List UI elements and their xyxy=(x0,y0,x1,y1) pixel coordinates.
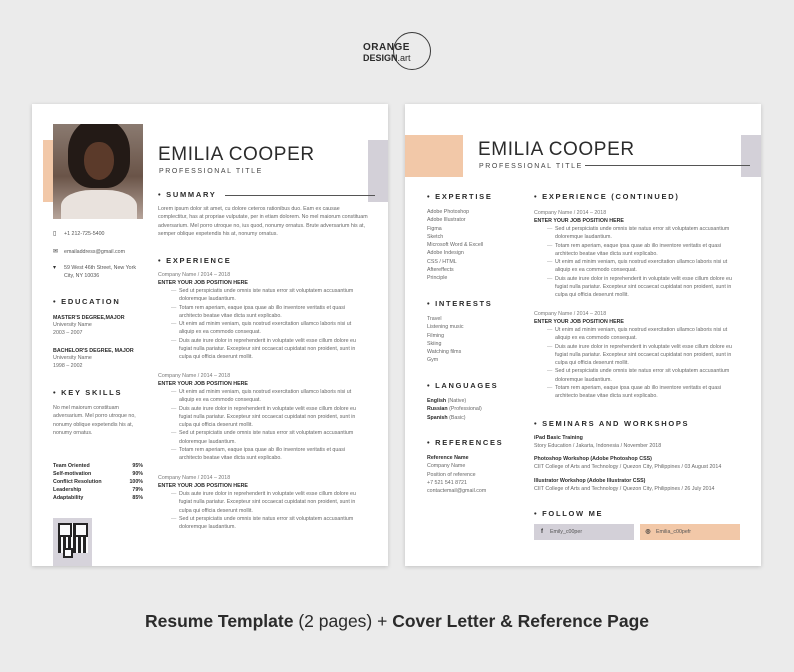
languages-list xyxy=(427,397,482,422)
expertise-item: Sketch xyxy=(427,233,444,240)
interest-item: Watching films xyxy=(427,349,462,356)
professional-title: PROFESSIONAL TITLE xyxy=(479,163,583,170)
expertise-item: Adobe Illustrator xyxy=(427,217,466,224)
interest-item: Filming xyxy=(427,332,445,339)
job-bullet: — Ut enim ad minim veniam, quis nostrud exercitation ullamco laboris nisi ut aliquip ex ea commodo consequat. xyxy=(158,388,356,405)
experience-continued-heading: • EXPERIENCE (CONTINUED) xyxy=(534,192,680,201)
caption-part-3: Cover Letter & Reference Page xyxy=(392,611,649,631)
seminar-title: Photoshop Workshop (Adobe Photoshop CSS) xyxy=(534,456,652,462)
skill-percent: 85% xyxy=(132,495,143,501)
job-entry xyxy=(158,474,356,531)
language-item xyxy=(427,405,482,413)
job-bullets xyxy=(534,326,732,401)
job-title: ENTER YOUR JOB POSITION HERE xyxy=(534,218,624,224)
job-bullet: — Sed ut perspiciatis unde omnis iste natus error sit voluptatem accusantium doloremque laudantium. xyxy=(158,515,356,532)
job-bullet: — Duis aute irure dolor in reprehenderit in voluptate velit esse cillum dolore eu fugiat nulla pariatur. Excepteur sint occaecat cupidatat non proident, sunt in culpa qui officia deserunt mollit. xyxy=(534,275,732,300)
job-entry xyxy=(158,372,356,463)
interests-heading: • INTERESTS xyxy=(427,299,493,308)
facebook-handle: Emily_c00per xyxy=(550,529,583,535)
references-heading: • REFERENCES xyxy=(427,438,503,447)
job-bullet: — Ut enim ad minim veniam, quis nostrud exercitation ullamco laboris nisi ut aliquip ex ea commodo consequat. xyxy=(158,320,356,337)
resume-name: EMILIA COOPER xyxy=(478,139,635,160)
job-bullets xyxy=(158,287,356,362)
contact-address-text: 59 West 46th Street, New York City, NY 10036 xyxy=(64,265,137,279)
language-name: English xyxy=(427,398,447,404)
skill-name: Adaptability xyxy=(53,495,84,501)
education-degree: MASTER'S DEGREE,MAJOR xyxy=(53,315,125,321)
job-bullets xyxy=(158,388,356,463)
job-bullet: — Totam rem aperiam, eaque ipsa quae ab illo inventore veritatis et quasi architecto beatae vitae dicta sunt explicabo. xyxy=(158,304,356,321)
seminar-title: Illustrator Workshop (Adobe Illustrator CSS) xyxy=(534,478,646,484)
instagram-link[interactable] xyxy=(640,524,740,540)
job-bullets xyxy=(534,225,732,300)
phone-icon: ▯ xyxy=(53,231,57,237)
job-bullet: — Totam rem aperiam, eaque ipsa quae ab illo inventore veritatis et quasi architecto beatae vitae dicta sunt explicabo. xyxy=(534,384,732,401)
accent-block-lilac xyxy=(368,140,388,202)
reference-name: Reference Name xyxy=(427,455,469,461)
education-entry xyxy=(53,314,153,337)
instagram-icon: ◎ xyxy=(645,529,651,535)
job-meta: Company Name / 2014 – 2018 xyxy=(534,210,607,216)
professional-title: PROFESSIONAL TITLE xyxy=(159,168,263,175)
skill-percent: 90% xyxy=(132,471,143,477)
language-name: Russian xyxy=(427,406,448,413)
job-bullet: — Duis aute irure dolor in reprehenderit in voluptate velit esse cillum dolore eu fugiat nulla pariatur. Excepteur sint occaecat cupidatat non proident, sunt in culpa qui officia deserunt mollit. xyxy=(158,405,356,430)
brand-line-2-suffix: .art xyxy=(397,53,411,63)
job-bullet: — Duis aute irure dolor in reprehenderit in voluptate velit esse cillum dolore eu fugiat nulla pariatur. Excepteur sint occaecat cupidatat non proident, sunt in culpa qui officia deserunt mollit. xyxy=(534,343,732,368)
qr-code-panel xyxy=(53,518,92,566)
header-divider xyxy=(585,165,750,166)
language-level: (Basic) xyxy=(449,414,466,421)
seminar-title: iPad Basic Training xyxy=(534,435,583,441)
expertise-item: CSS / HTML xyxy=(427,258,457,265)
seminar-detail: CIIT College of Arts and Technology / Quezon City, Philippines / 03 August 2014 xyxy=(534,463,722,470)
seminar-detail: CIIT College of Arts and Technology / Quezon City, Philippines / 26 July 2014 xyxy=(534,485,715,492)
reference-phone: +7 521 541 8721 xyxy=(427,479,467,486)
mail-icon: ✉ xyxy=(53,249,59,255)
skill-row xyxy=(53,494,143,502)
education-degree: BACHELOR'S DEGREE, MAJOR xyxy=(53,348,134,354)
seminars-heading: • SEMINARS AND WORKSHOPS xyxy=(534,419,689,428)
skill-name: Leadership xyxy=(53,487,82,493)
job-title: ENTER YOUR JOB POSITION HERE xyxy=(534,319,624,325)
expertise-item: Microsoft Word & Excell xyxy=(427,242,484,249)
expertise-item: Adobe Photoshop xyxy=(427,209,470,215)
resume-name: EMILIA COOPER xyxy=(158,144,315,165)
interest-item: Listening music xyxy=(427,324,464,331)
expertise-item: Principle xyxy=(427,275,448,282)
skill-name: Self-motivation xyxy=(53,471,92,477)
key-skills-text: No mel maiorum constituam adversarium. Mel porro utroque no, nonumy oblique expetendis his at, nonumy ornatus. xyxy=(53,405,136,436)
contact-email-text: emailaddress@gmail.com xyxy=(64,249,126,255)
education-years: 1998 – 2002 xyxy=(53,362,83,369)
contact-email xyxy=(55,249,145,257)
interest-item: Skiing xyxy=(427,340,442,347)
job-bullet: — Totam rem aperiam, eaque ipsa quae ab illo inventore veritatis et quasi architecto beatae vitae dicta sunt explicabo. xyxy=(534,242,732,259)
skill-percent: 95% xyxy=(132,463,143,469)
references-list xyxy=(427,454,486,495)
language-name: Spanish xyxy=(427,414,448,421)
job-meta: Company Name / 2014 – 2018 xyxy=(158,373,231,379)
seminar-entry xyxy=(534,456,721,472)
job-meta: Company Name / 2014 – 2018 xyxy=(534,311,607,317)
job-meta: Company Name / 2014 – 2018 xyxy=(158,475,231,481)
key-skills-heading: • KEY SKILLS xyxy=(53,388,122,397)
brand-line-1: ORANGE xyxy=(363,42,410,53)
skill-name: Conflict Resolution xyxy=(53,479,102,485)
education-entry xyxy=(53,347,153,370)
education-school: University Name xyxy=(53,355,92,361)
job-bullet: — Sed ut perspiciatis unde omnis iste natus error sit voluptatem accusantium doloremque laudantium. xyxy=(534,225,732,242)
job-bullet: — Totam rem aperiam, eaque ipsa quae ab illo inventore veritatis et quasi architecto beatae vitae dicta sunt explicabo. xyxy=(158,446,356,463)
instagram-handle: Emilia_c00pefr xyxy=(656,529,692,535)
skill-percent: 100% xyxy=(129,479,143,485)
brand-line-2 xyxy=(363,53,411,63)
job-entry xyxy=(158,271,356,362)
resume-page-2 xyxy=(405,104,761,566)
brand-logo xyxy=(363,30,431,72)
location-icon: ▾ xyxy=(53,265,57,271)
education-school: University Name xyxy=(53,322,92,328)
job-bullet: — Ut enim ad minim veniam, quis nostrud exercitation ullamco laboris nisi ut aliquip ex ea commodo consequat. xyxy=(534,326,732,343)
languages-heading: • LANGUAGES xyxy=(427,381,498,390)
job-title: ENTER YOUR JOB POSITION HERE xyxy=(158,280,248,286)
caption-part-2: (2 pages) + xyxy=(293,611,393,631)
accent-block-peach xyxy=(405,135,463,177)
language-level: (Native) xyxy=(447,398,467,404)
reference-position: Position of reference xyxy=(427,471,476,478)
seminar-entry xyxy=(534,435,661,451)
experience-heading: • EXPERIENCE xyxy=(158,256,231,265)
contact-phone xyxy=(55,231,145,239)
follow-me-heading: • FOLLOW ME xyxy=(534,509,603,518)
language-item xyxy=(427,397,482,405)
job-bullet: — Sed ut perspiciatis unde omnis iste natus error sit voluptatem accusantium doloremque laudantium. xyxy=(158,429,356,446)
summary-text: Lorem ipsum dolor sit amet, cu dolore ceteros rationibus duo. Eam ex causae complectitur, has at propriae vulputate, per in etiam dolorem. No mel maiorum constituam adversarium. Mel porro utroque no, ius quod, nonumy ornatus. Brute adversarium his at, semper oblique expetendis his at, nonumy ornatus. xyxy=(158,206,368,237)
brand-line-2-main: DESIGN xyxy=(363,53,398,63)
interest-item: Gym xyxy=(427,357,439,364)
reference-email: contactemail@gmail.com xyxy=(427,488,487,495)
education-heading: • EDUCATION xyxy=(53,297,120,306)
expertise-item: Figma xyxy=(427,225,442,232)
caption-part-1: Resume Template xyxy=(144,611,294,631)
summary-heading: • SUMMARY xyxy=(158,190,217,199)
skill-name: Team Oriented xyxy=(53,463,90,469)
profile-photo xyxy=(53,124,143,219)
job-title: ENTER YOUR JOB POSITION HERE xyxy=(158,381,248,387)
job-bullet: — Duis aute irure dolor in reprehenderit in voluptate velit esse cillum dolore eu fugiat nulla pariatur. Excepteur sint occaecat cupidatat non proident, sunt in culpa qui officia deserunt mollit. xyxy=(158,337,356,362)
expertise-item: Aftereffects xyxy=(427,267,454,274)
interest-item: Travel xyxy=(427,316,442,322)
job-title: ENTER YOUR JOB POSITION HERE xyxy=(158,483,248,489)
facebook-link[interactable] xyxy=(534,524,634,540)
job-meta: Company Name / 2014 – 2018 xyxy=(158,272,231,278)
expertise-heading: • EXPERTISE xyxy=(427,192,493,201)
education-years: 2003 – 2007 xyxy=(53,329,83,336)
interests-list xyxy=(427,315,464,365)
language-level: (Professional) xyxy=(449,406,482,413)
job-bullet: — Sed ut perspiciatis unde omnis iste natus error sit voluptatem accusantium doloremque laudantium. xyxy=(534,367,732,384)
job-bullets xyxy=(158,490,356,531)
qr-code-icon xyxy=(58,523,88,553)
contact-phone-text: +1 212-725-5400 xyxy=(64,231,105,237)
expertise-item: Adobe Indesign xyxy=(427,250,464,257)
job-bullet: — Duis aute irure dolor in reprehenderit in voluptate velit esse cillum dolore eu fugiat nulla pariatur. Excepteur sint occaecat cupidatat non proident, sunt in culpa qui officia deserunt mollit. xyxy=(158,490,356,515)
seminar-detail: Story Education / Jakarta, Indonesia / November 2018 xyxy=(534,442,662,449)
summary-divider xyxy=(225,195,375,196)
job-entry xyxy=(534,209,732,300)
resume-page-1 xyxy=(32,104,388,566)
contact-address xyxy=(55,265,141,280)
job-bullet: — Sed ut perspiciatis unde omnis iste natus error sit voluptatem accusantium doloremque laudantium. xyxy=(158,287,356,304)
job-entry xyxy=(534,310,732,401)
accent-block-lilac xyxy=(741,135,761,177)
seminar-entry xyxy=(534,478,715,494)
job-bullet: — Ut enim ad minim veniam, quis nostrud exercitation ullamco laboris nisi ut aliquip ex ea commodo consequat. xyxy=(534,258,732,275)
reference-company: Company Name xyxy=(427,463,466,470)
product-caption xyxy=(0,611,794,632)
expertise-list xyxy=(427,208,483,283)
language-item xyxy=(427,414,482,422)
skill-percent: 79% xyxy=(132,487,143,493)
facebook-icon: f xyxy=(541,529,543,535)
